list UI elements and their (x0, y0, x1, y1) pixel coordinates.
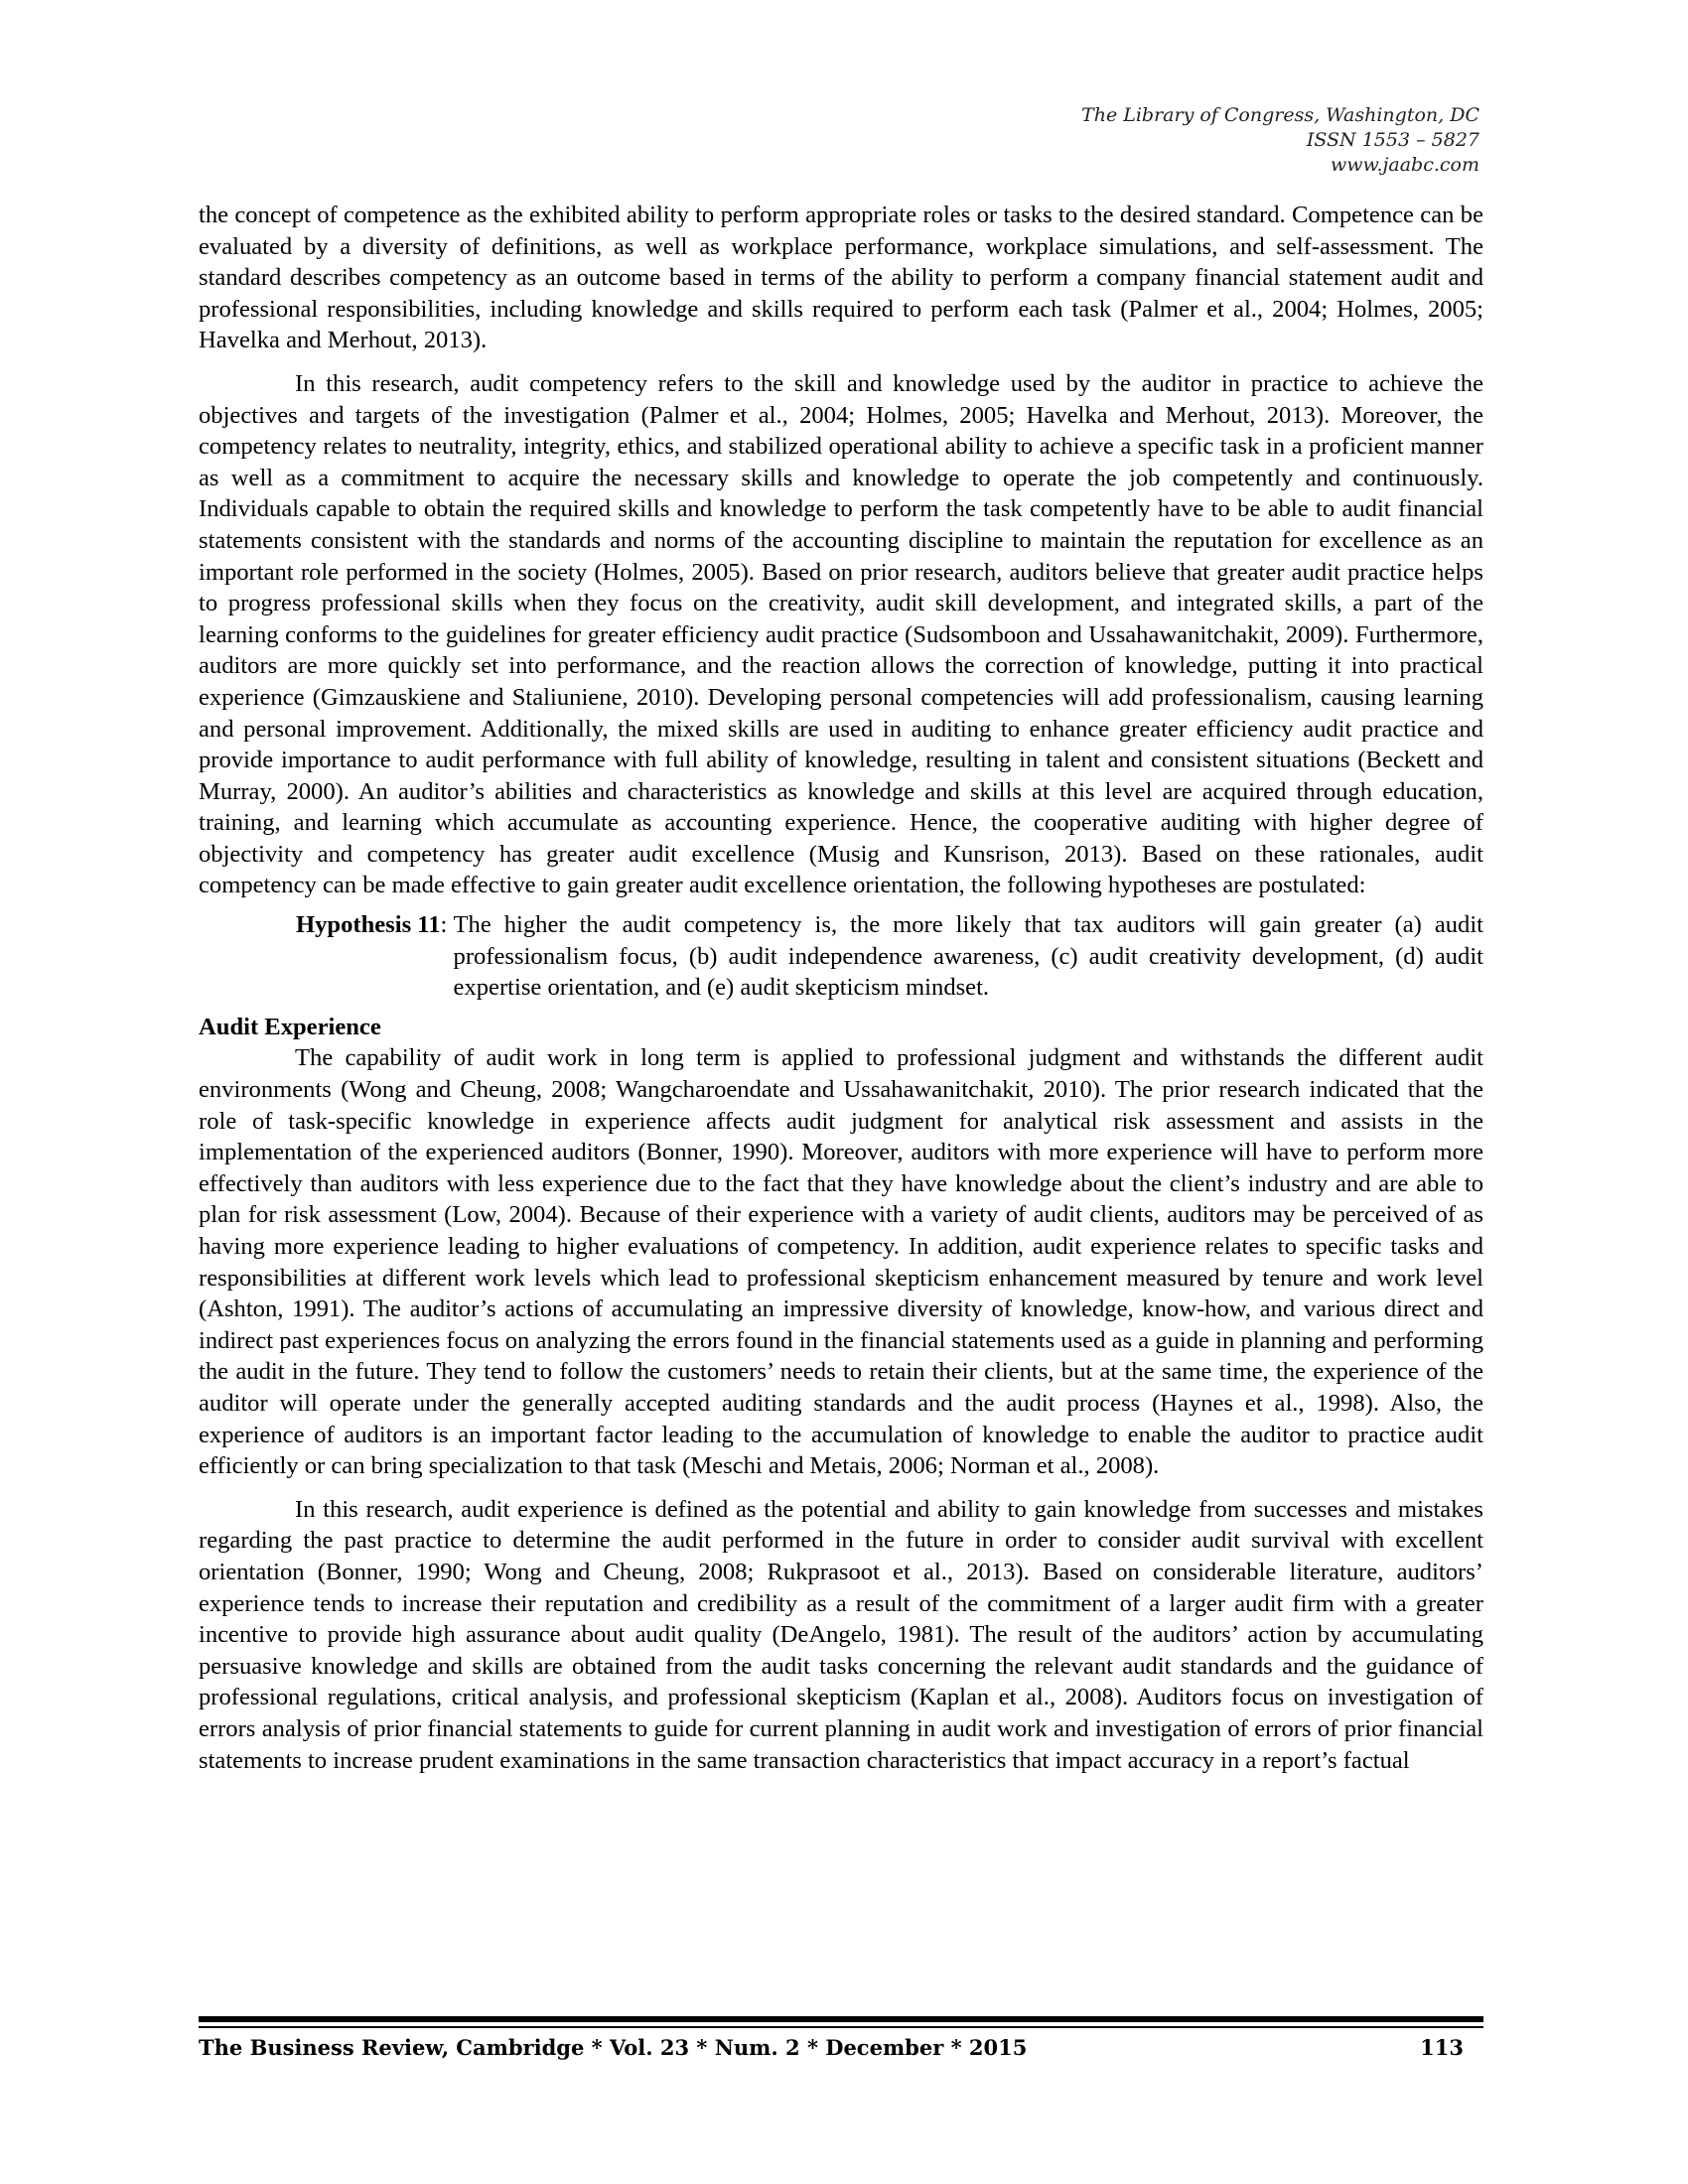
footer-rule-thick (199, 2016, 1483, 2022)
hypothesis-text: The higher the audit competency is, the more likely that tax auditors will gain greater (a) audit professionalism focus, (b) audit independence awareness, (c) audit creativity development, (d) audit expertise orientation, and (e) audit skepticism mindset. (453, 911, 1483, 1002)
hypothesis-11 (296, 909, 1483, 1004)
article-body (199, 200, 1483, 1776)
header-line-issn: ISSN 1553 – 5827 (1306, 129, 1479, 151)
section-heading-audit-experience: Audit Experience (199, 1013, 381, 1040)
hypothesis-label: Hypothesis 11 (296, 911, 441, 939)
paragraph-competence-continued: the concept of competence as the exhibited ability to perform appropriate roles or tasks to the desired standard. Competence can be evaluated by a diversity of definitions, as well as workplace performance, workplace simulations, and self-assessment. The standard describes competency as an outcome based in terms of the ability to perform a company financial statement audit and professional responsibilities, including knowledge and skills required to perform each task (Palmer et al., 2004; Holmes, 2005; Havelka and Merhout, 2013). (199, 202, 1483, 354)
footer-rule-thin (199, 2026, 1483, 2028)
paragraph-audit-experience-definition: In this research, audit experience is defined as the potential and ability to gain knowledge from successes and mistakes regarding the past practice to determine the audit performed in the future in order to consider audit survival with excellent orientation (Bonner, 1990; Wong and Cheung, 2008; Rukprasoot et al., 2013). Based on considerable literature, auditors’ experience tends to increase their reputation and credibility as a result of the commitment of a larger audit firm with a greater incentive to provide high assurance about audit quality (DeAngelo, 1981). The result of the auditors’ action by accumulating persuasive knowledge and skills are obtained from the audit tasks concerning the relevant audit standards and the guidance of professional regulations, critical analysis, and professional skepticism (Kaplan et al., 2008). Auditors focus on investigation of errors analysis of prior financial statements to guide for current planning in audit work and investigation of errors of prior financial statements to increase prudent examinations in the same transaction characteristics that impact accuracy in a report’s factual (199, 1495, 1483, 1774)
running-header (1081, 103, 1479, 178)
header-line-website: www.jaabc.com (1330, 154, 1479, 176)
paragraph-audit-experience: The capability of audit work in long term is applied to professional judgment and withstands the different audit environments (Wong and Cheung, 2008; Wangcharoendate and Ussahawanitchakit, 2010). The prior research indicated that the role of task-specific knowledge in experience affects audit judgment for analytical risk assessment and assists in the implementation of the experienced auditors (Bonner, 1990). Moreover, auditors with more experience will have to perform more effectively than auditors with less experience due to the fact that they have knowledge about the client’s industry and are able to plan for risk assessment (Low, 2004). Because of their experience with a variety of audit clients, auditors may be perceived of as having more experience leading to higher evaluations of competency. In addition, audit experience relates to specific tasks and responsibilities at different work levels which lead to professional skepticism enhancement measured by tenure and work level (Ashton, 1991). The auditor’s actions of accumulating an impressive diversity of knowledge, know-how, and various direct and indirect past experiences focus on analyzing the errors found in the financial statements used as a guide in planning and performing the audit in the future. They tend to follow the customers’ needs to retain their clients, but at the same time, the experience of the auditor will operate under the generally accepted auditing standards and the audit process (Haynes et al., 1998). Also, the experience of auditors is an important factor leading to the accumulation of knowledge to enable the auditor to practice audit efficiently or can bring specialization to that task (Meschi and Metais, 2006; Norman et al., 2008). (199, 1044, 1483, 1480)
footer-journal-info: The Business Review, Cambridge * Vol. 23 * Num. 2 * December * 2015 (199, 2035, 1028, 2060)
paragraph-audit-competency: In this research, audit competency refers to the skill and knowledge used by the auditor in practice to achieve the objectives and targets of the investigation (Palmer et al., 2004; Holmes, 2005; Havelka and Merhout, 2013). Moreover, the competency relates to neutrality, integrity, ethics, and stabilized operational ability to achieve a specific task in a proficient manner as well as a commitment to acquire the necessary skills and knowledge to operate the job competently and continuously. Individuals capable to obtain the required skills and knowledge to perform the task competently have to be able to audit financial statements consistent with the standards and norms of the accounting discipline to maintain the reputation for excellence as an important role performed in the society (Holmes, 2005). Based on prior research, auditors believe that greater audit practice helps to progress professional skills when they focus on the creativity, audit skill development, and integrated skills, a part of the learning conforms to the guidelines for greater efficiency audit practice (Sudsomboon and Ussahawanitchakit, 2009). Furthermore, auditors are more quickly set into performance, and the reaction allows the correction of knowledge, putting it into practical experience (Gimzauskiene and Staliuniene, 2010). Developing personal competencies will add professionalism, causing learning and personal improvement. Additionally, the mixed skills are used in auditing to enhance greater efficiency audit practice and provide importance to audit performance with full ability of knowledge, resulting in talent and consistent situations (Beckett and Murray, 2000). An auditor’s abilities and characteristics as knowledge and skills at this level are acquired through education, training, and learning which accumulate as accounting experience. Hence, the cooperative auditing with higher degree of objectivity and competency has greater audit excellence (Musig and Kunsrison, 2013). Based on these rationales, audit competency can be made effective to gain greater audit excellence orientation, the following hypotheses are postulated: (199, 369, 1483, 899)
hypothesis-colon: : (440, 911, 454, 939)
page-footer (199, 2035, 1483, 2060)
page-number: 113 (1420, 2035, 1464, 2060)
header-line-library: The Library of Congress, Washington, DC (1081, 104, 1479, 126)
